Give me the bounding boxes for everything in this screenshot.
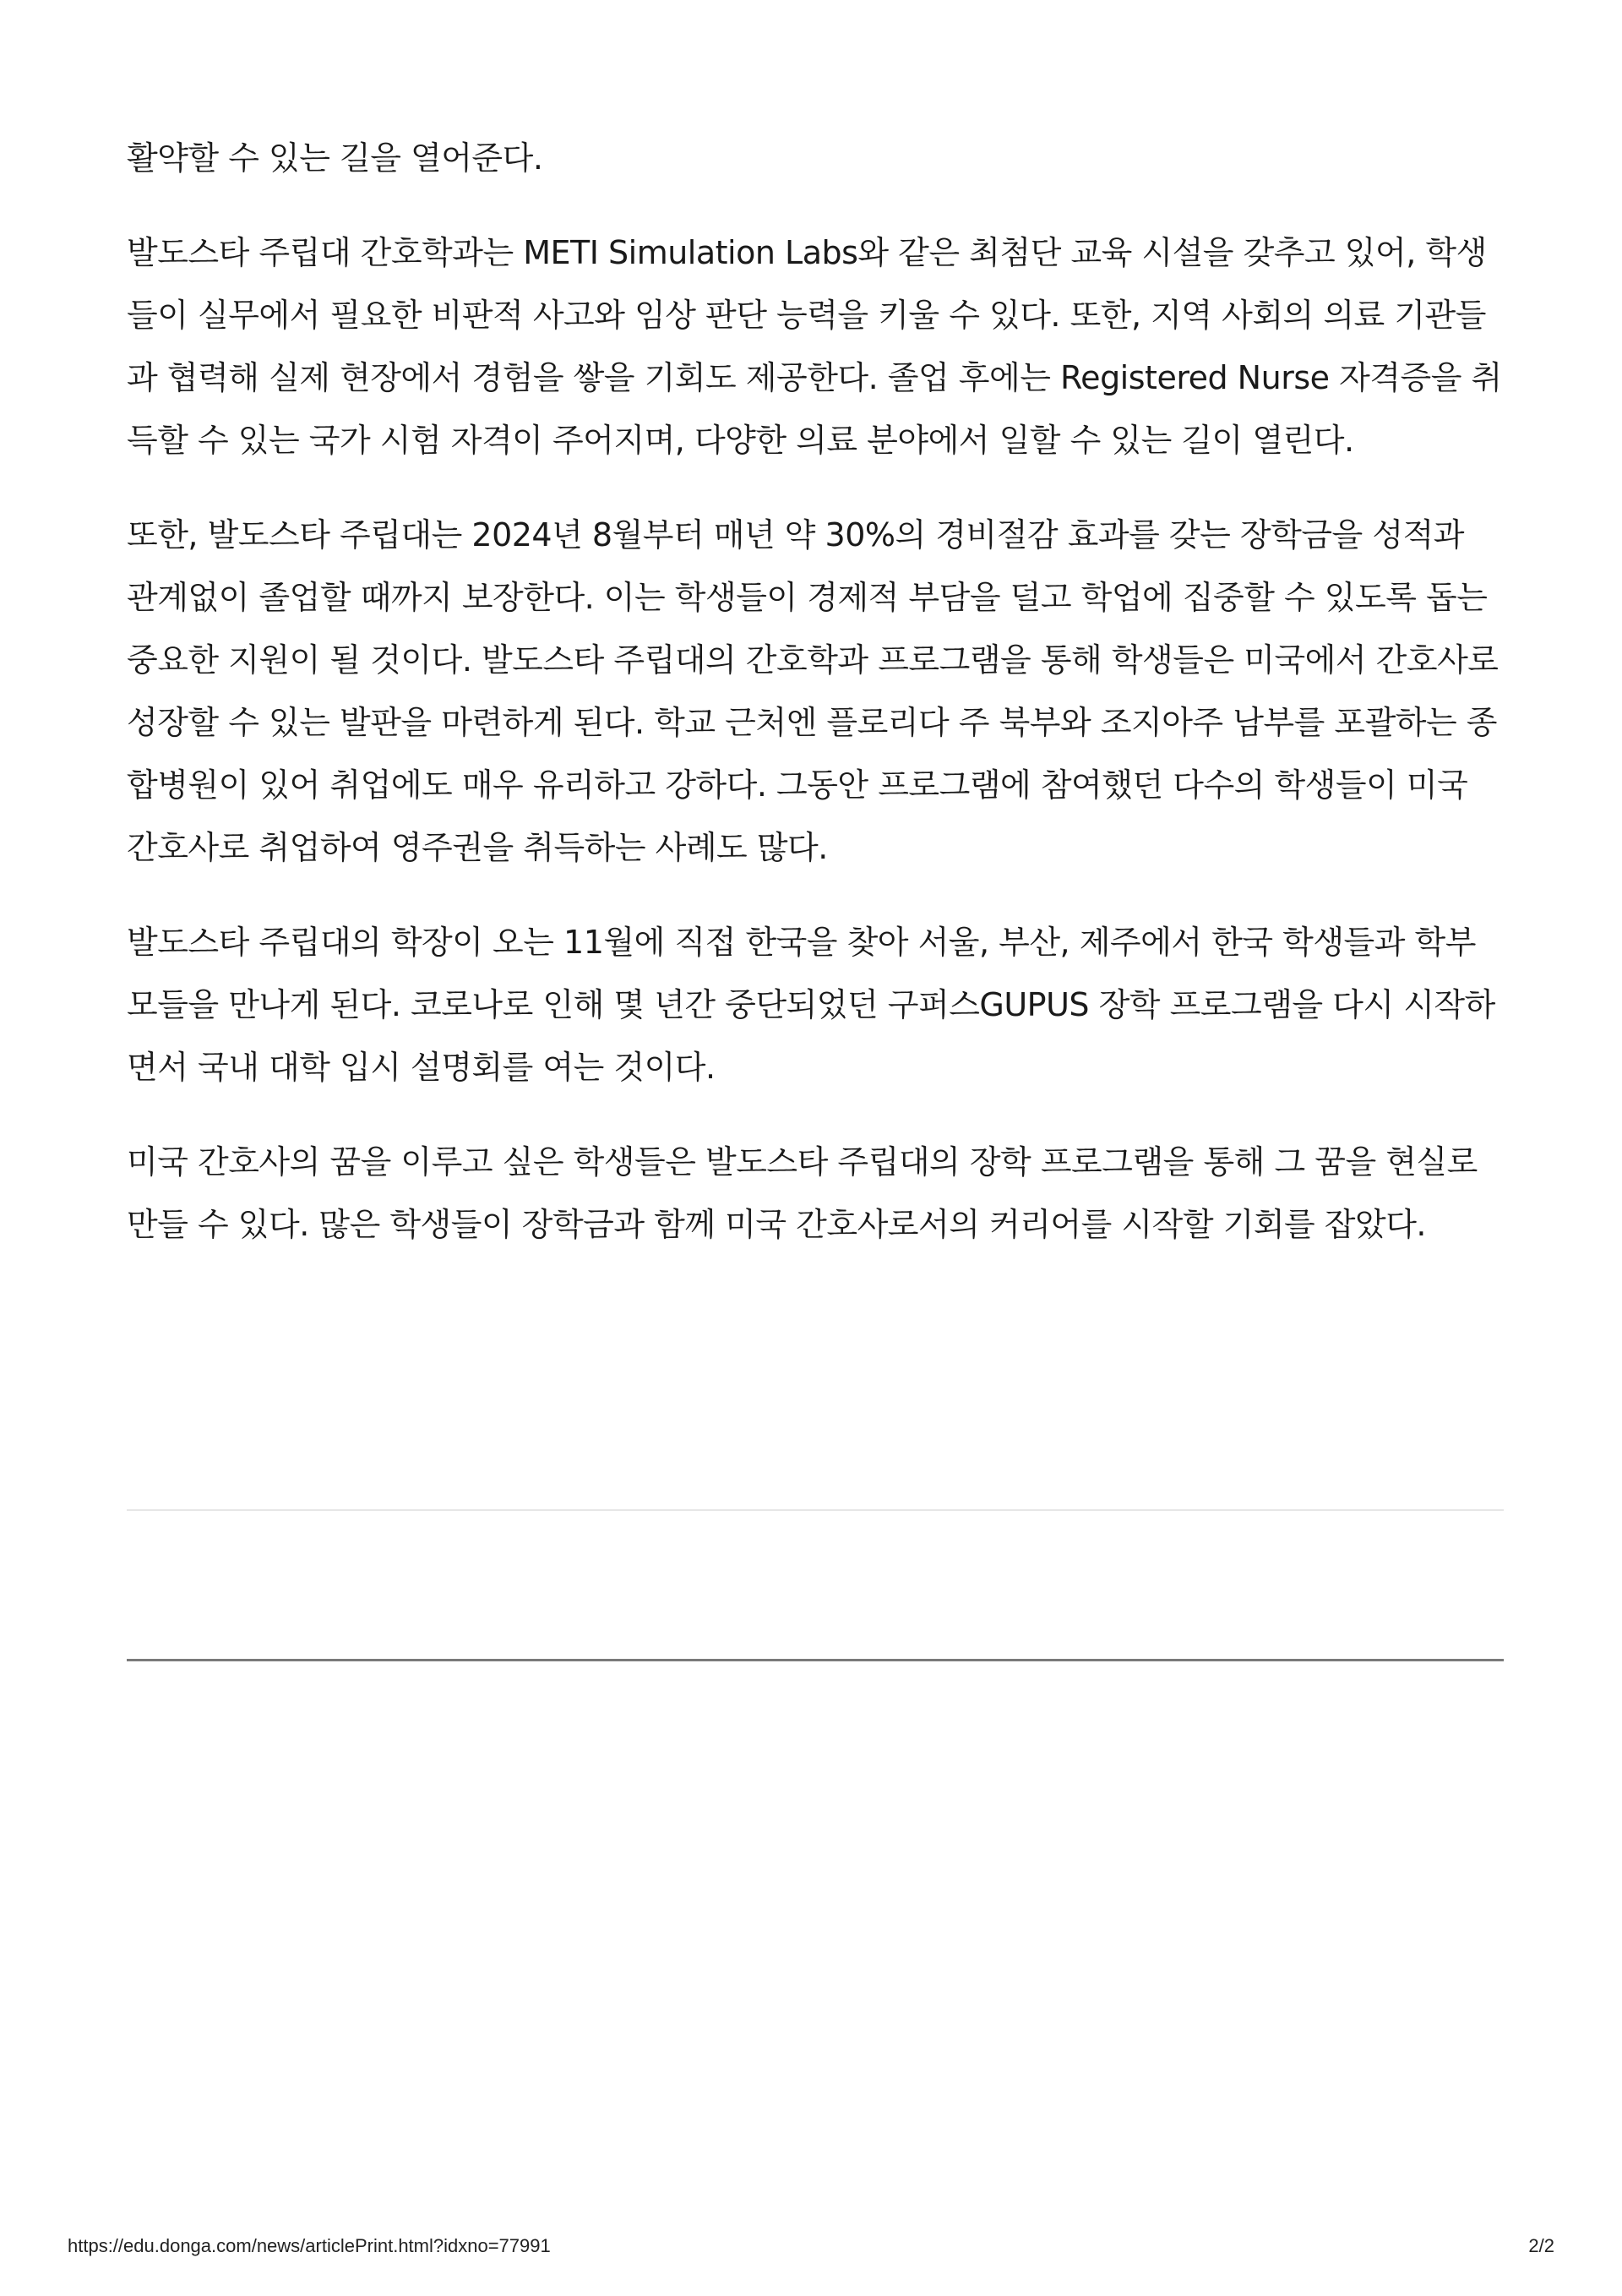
article-paragraph: 발도스타 주립대 간호학과는 METI Simulation Labs와 같은 최첨단 교육 시설을 갖추고 있어, 학생들이 실무에서 필요한 비판적 사고와 임상 판단 능력을 키울 수 있다. 또한, 지역 사회의 의료 기관들과 협력해 실제 현장에서 경험을 쌓을 기회도 제공한다. 졸업 후에는 Registered Nurse 자격증을 취득할 수 있는 국가 시험 자격이 주어지며, 다양한 의료 분야에서 일할 수 있는 길이 열린다. <box>127 234 1502 459</box>
print-footer <box>68 2235 1554 2257</box>
divider-light <box>127 1509 1504 1511</box>
article-paragraph: 발도스타 주립대의 학장이 오는 11월에 직접 한국을 찾아 서울, 부산, 제주에서 한국 학생들과 학부모들을 만나게 된다. 코로나로 인해 몇 년간 중단되었던 구퍼스GUPUS 장학 프로그램을 다시 시작하면서 국내 대학 입시 설명회를 여는 것이다. <box>127 924 1495 1086</box>
article-paragraph: 또한, 발도스타 주립대는 2024년 8월부터 매년 약 30%의 경비절감 효과를 갖는 장학금을 성적과 관계없이 졸업할 때까지 보장한다. 이는 학생들이 경제적 부담을 덜고 학업에 집중할 수 있도록 돕는 중요한 지원이 될 것이다. 발도스타 주립대의 간호학과 프로그램을 통해 학생들은 미국에서 간호사로 성장할 수 있는 발판을 마련하게 된다. 학교 근처엔 플로리다 주 북부와 조지아주 남부를 포괄하는 종합병원이 있어 취업에도 매우 유리하고 강하다. 그동안 프로그램에 참여했던 다수의 학생들이 미국 간호사로 취업하여 영주권을 취득하는 사례도 많다. <box>127 516 1499 866</box>
footer-url: https://edu.donga.com/news/articlePrint.html?idxno=77991 <box>68 2235 551 2256</box>
article-paragraph: 활약할 수 있는 길을 열어준다. <box>127 139 543 177</box>
article-paragraph: 미국 간호사의 꿈을 이루고 싶은 학생들은 발도스타 주립대의 장학 프로그램을 통해 그 꿈을 현실로 만들 수 있다. 많은 학생들이 장학금과 함께 미국 간호사로서의 커리어를 시작할 기회를 잡았다. <box>127 1143 1478 1243</box>
article-body <box>127 127 1504 1288</box>
divider-dark <box>127 1659 1504 1661</box>
page-number: 2/2 <box>1528 2235 1554 2256</box>
